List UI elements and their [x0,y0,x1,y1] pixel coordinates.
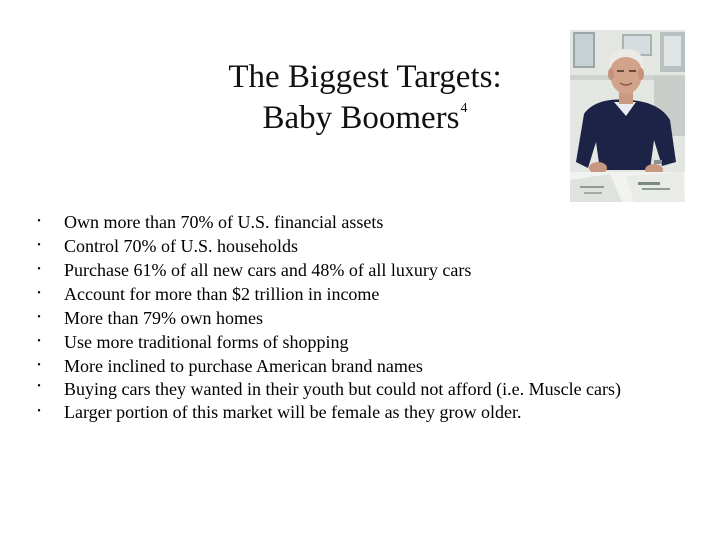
list-item-text: More than 79% own homes [64,308,263,328]
bullet-glyph: • [37,381,41,392]
bullet-glyph: • [37,312,41,323]
list-item [34,330,674,354]
baby-boomer-photo [570,30,685,202]
list-item [34,234,674,258]
bullet-glyph: • [37,216,41,227]
list-item [34,306,674,330]
list-item [34,378,674,400]
list-item [34,282,674,306]
list-item [34,354,674,378]
list-item [34,400,674,424]
bullet-list [34,210,674,424]
title-line-1: The Biggest Targets: [228,59,502,95]
list-item-text: Control 70% of U.S. households [64,236,298,256]
bullet-glyph: • [37,360,41,371]
bullet-glyph: • [37,336,41,347]
bullet-glyph: • [37,264,41,275]
list-item-text: More inclined to purchase American brand names [64,356,423,376]
list-item-text: Purchase 61% of all new cars and 48% of all luxury cars [64,260,472,280]
list-item-text: Buying cars they wanted in their youth but could not afford (i.e. Muscle cars) [64,379,622,399]
photo-illustration [570,30,685,202]
title-line-2 [140,98,590,145]
title-line-2-text: Baby Boomers [262,100,460,136]
list-item [34,258,674,282]
list-item-text: Own more than 70% of U.S. financial assets [64,212,384,232]
list-item-text: Account for more than $2 trillion in income [64,284,380,304]
list-item [34,210,674,234]
list-item-text: Larger portion of this market will be female as they grow older. [64,402,522,422]
slide-title [140,57,590,145]
bullet-glyph: • [37,240,41,251]
footnote-marker: 4 [460,101,468,116]
bullet-glyph: • [37,288,41,299]
list-item-text: Use more traditional forms of shopping [64,332,349,352]
bullet-glyph: • [37,406,41,417]
